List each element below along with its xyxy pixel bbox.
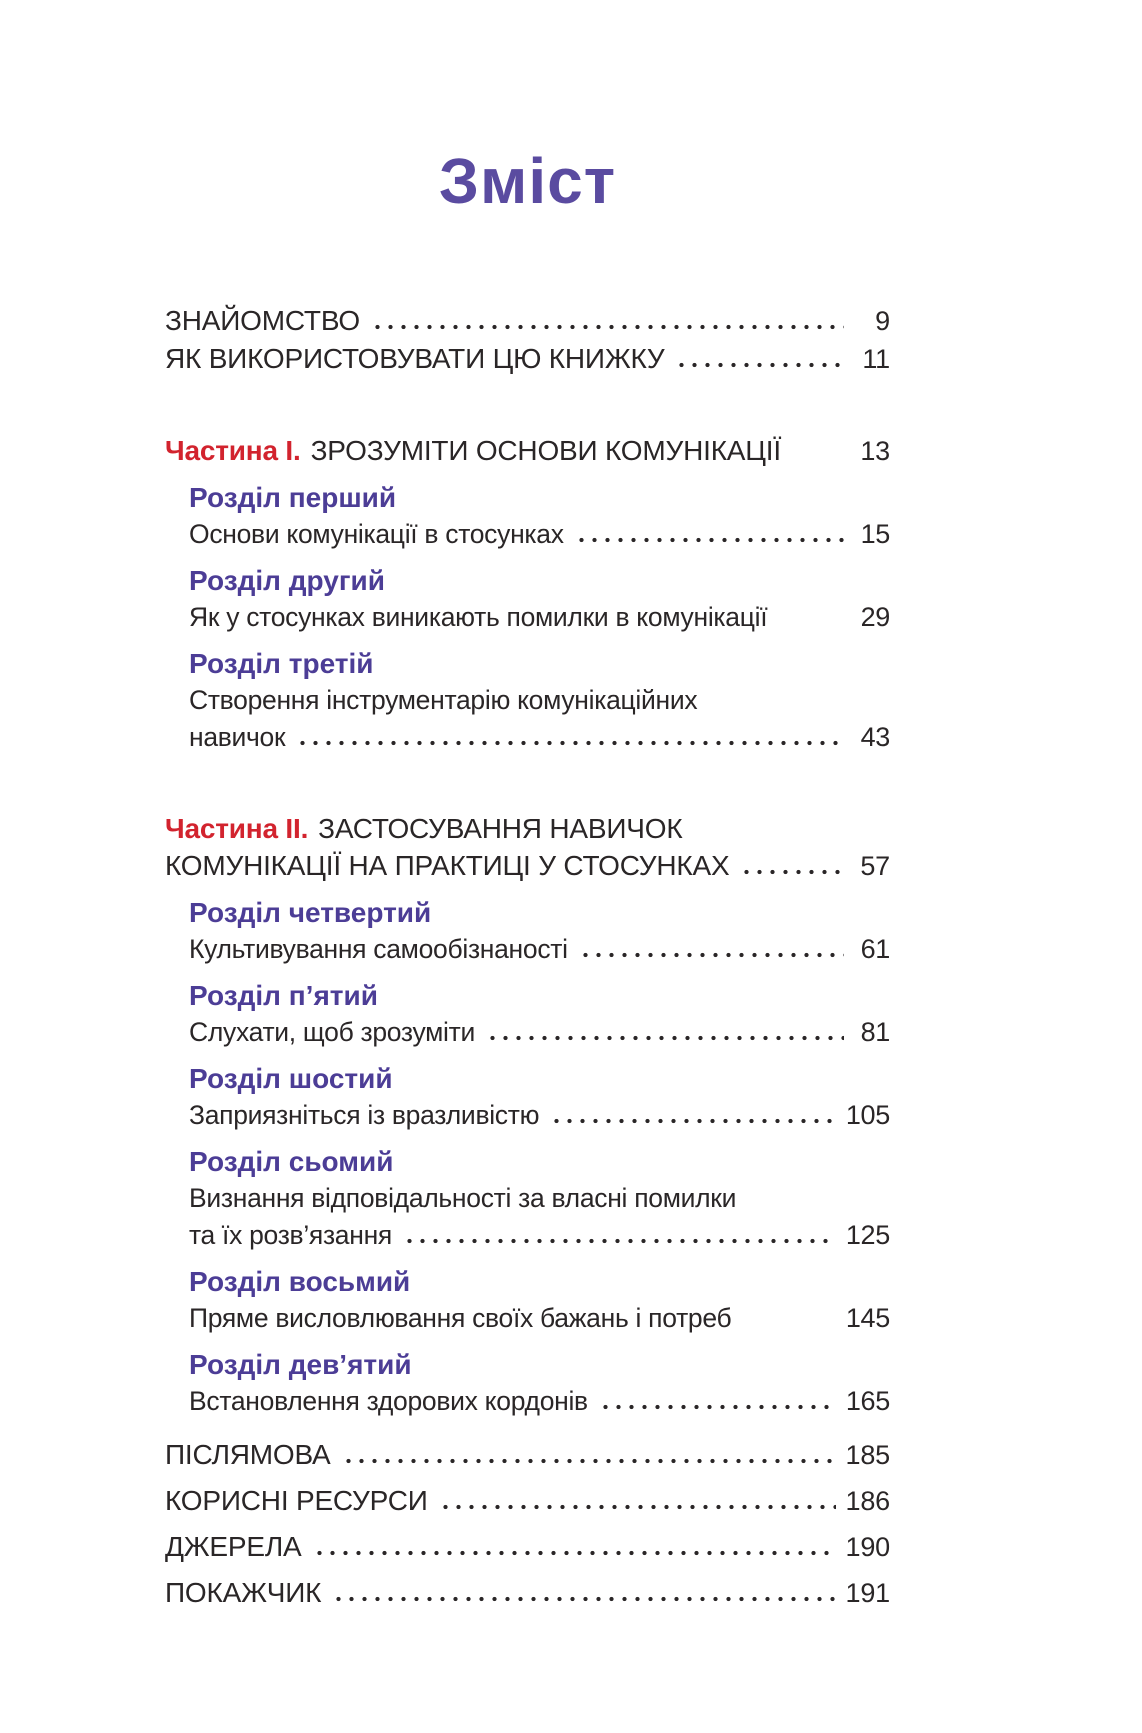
dot-leader — [738, 869, 844, 875]
chapter-title-line — [165, 516, 890, 553]
dot-leader — [577, 952, 844, 958]
dot-leader — [484, 1035, 844, 1041]
chapter-heading-text: Розділ восьмий — [189, 1266, 411, 1297]
page-number: 145 — [845, 1303, 890, 1333]
part-title-line-text: ЗАСТОСУВАННЯ НАВИЧОК — [318, 813, 683, 844]
part-label: Частина II. — [165, 813, 309, 844]
page-number: 191 — [845, 1578, 890, 1608]
chapter-title-line — [165, 682, 890, 719]
toc-entry — [165, 340, 890, 378]
dot-leader — [673, 362, 844, 368]
chapter-title-line — [165, 1097, 890, 1134]
chapter-heading-text: Розділ другий — [189, 565, 385, 596]
dot-leader — [597, 1404, 836, 1410]
chapter-title-line-text: Слухати, щоб зрозуміти — [189, 1017, 475, 1047]
chapter-heading — [165, 645, 890, 682]
chapter-title-line — [165, 1014, 890, 1051]
chapter-title-line-text: та їх розв’язання — [189, 1220, 392, 1250]
chapter-heading-text: Розділ сьомий — [189, 1146, 394, 1177]
dot-leader — [573, 537, 844, 543]
chapter-title-line-text: Встановлення здорових кордонів — [189, 1386, 588, 1416]
page-number: 105 — [845, 1100, 890, 1130]
chapter-title-line — [165, 1300, 890, 1337]
chapter-heading-text: Розділ дев’ятий — [189, 1349, 412, 1380]
toc-entry — [165, 1574, 890, 1612]
toc-entry — [165, 1482, 890, 1520]
toc-entry-text: ПОКАЖЧИК — [165, 1577, 322, 1608]
chapter-title-line-text: Культивування самообізнаності — [189, 934, 568, 964]
part-title-line-text: КОМУНІКАЦІЇ НА ПРАКТИЦІ У СТОСУНКАХ — [165, 850, 730, 881]
page-number: 186 — [845, 1486, 890, 1516]
part-title-line — [165, 810, 890, 847]
chapter-heading — [165, 562, 890, 599]
chapter-heading — [165, 977, 890, 1014]
toc-entry-text: ЗНАЙОМСТВО — [165, 305, 360, 336]
toc-entry-text: ПІСЛЯМОВА — [165, 1439, 331, 1470]
dot-leader — [437, 1504, 836, 1510]
leader-space — [740, 1321, 835, 1327]
chapter-heading — [165, 479, 890, 516]
dot-leader — [401, 1238, 836, 1244]
page-number: 29 — [860, 602, 890, 632]
chapter-title-line-text: Пряме висловлювання своїх бажань і потреб — [189, 1303, 732, 1333]
chapter-heading-text: Розділ четвертий — [189, 897, 432, 928]
toc-entry — [165, 1528, 890, 1566]
page-number: 11 — [862, 344, 890, 374]
chapter-title-line — [165, 719, 890, 756]
chapter-heading — [165, 1060, 890, 1097]
toc-entry-text: КОРИСНІ РЕСУРСИ — [165, 1485, 428, 1516]
chapter-heading — [165, 894, 890, 931]
dot-leader — [340, 1458, 836, 1464]
dot-leader — [369, 324, 844, 330]
toc-entry-text: ДЖЕРЕЛА — [165, 1531, 302, 1562]
chapter-heading-text: Розділ шостий — [189, 1063, 393, 1094]
page-number: 61 — [860, 934, 890, 964]
chapter-heading-text: Розділ третій — [189, 648, 374, 679]
chapter-heading-text: Розділ перший — [189, 482, 397, 513]
chapter-title-line-text: Заприязніться із вразливістю — [189, 1100, 540, 1130]
page-number: 125 — [845, 1220, 890, 1250]
chapter-title-line — [165, 1217, 890, 1254]
chapter-title-line — [165, 1180, 890, 1217]
leader-space — [776, 620, 844, 626]
chapter-heading — [165, 1263, 890, 1300]
chapter-title-line-text: Як у стосунках виникають помилки в комунікації — [189, 602, 768, 632]
toc-entry — [165, 1436, 890, 1474]
part-title-line — [165, 847, 890, 885]
chapter-title-line-text: Визнання відповідальності за власні помилки — [189, 1183, 737, 1213]
dot-leader — [330, 1596, 835, 1602]
dot-leader — [311, 1550, 836, 1556]
page-number: 190 — [845, 1532, 890, 1562]
chapter-title-line-text: Основи комунікації в стосунках — [189, 519, 564, 549]
chapter-heading — [165, 1143, 890, 1180]
dot-leader — [548, 1118, 836, 1124]
dot-leader — [294, 740, 844, 746]
table-of-contents — [165, 302, 890, 1612]
page-number: 9 — [875, 306, 890, 336]
page-title: Зміст — [438, 145, 617, 217]
chapter-title-line-text: навичок — [189, 722, 286, 752]
chapter-heading-text: Розділ п’ятий — [189, 980, 378, 1011]
toc-entry-text: ЯК ВИКОРИСТОВУВАТИ ЦЮ КНИЖКУ — [165, 343, 665, 374]
chapter-heading — [165, 1346, 890, 1383]
chapter-title-line-text: Створення інструментарію комунікаційних — [189, 685, 698, 715]
chapter-title-line — [165, 931, 890, 968]
leader-space — [790, 454, 844, 460]
page-number: 185 — [845, 1440, 890, 1470]
page-number: 43 — [860, 722, 890, 752]
page-number: 15 — [860, 519, 890, 549]
part-label: Частина I. — [165, 435, 301, 466]
toc-entry — [165, 302, 890, 340]
page-number: 13 — [860, 436, 890, 466]
page-number: 81 — [860, 1017, 890, 1047]
page-number: 57 — [860, 851, 890, 881]
part-title-line — [165, 432, 890, 470]
part-title-line-text: ЗРОЗУМІТИ ОСНОВИ КОМУНІКАЦІЇ — [310, 435, 781, 466]
page-number: 165 — [845, 1386, 890, 1416]
chapter-title-line — [165, 1383, 890, 1420]
chapter-title-line — [165, 599, 890, 636]
